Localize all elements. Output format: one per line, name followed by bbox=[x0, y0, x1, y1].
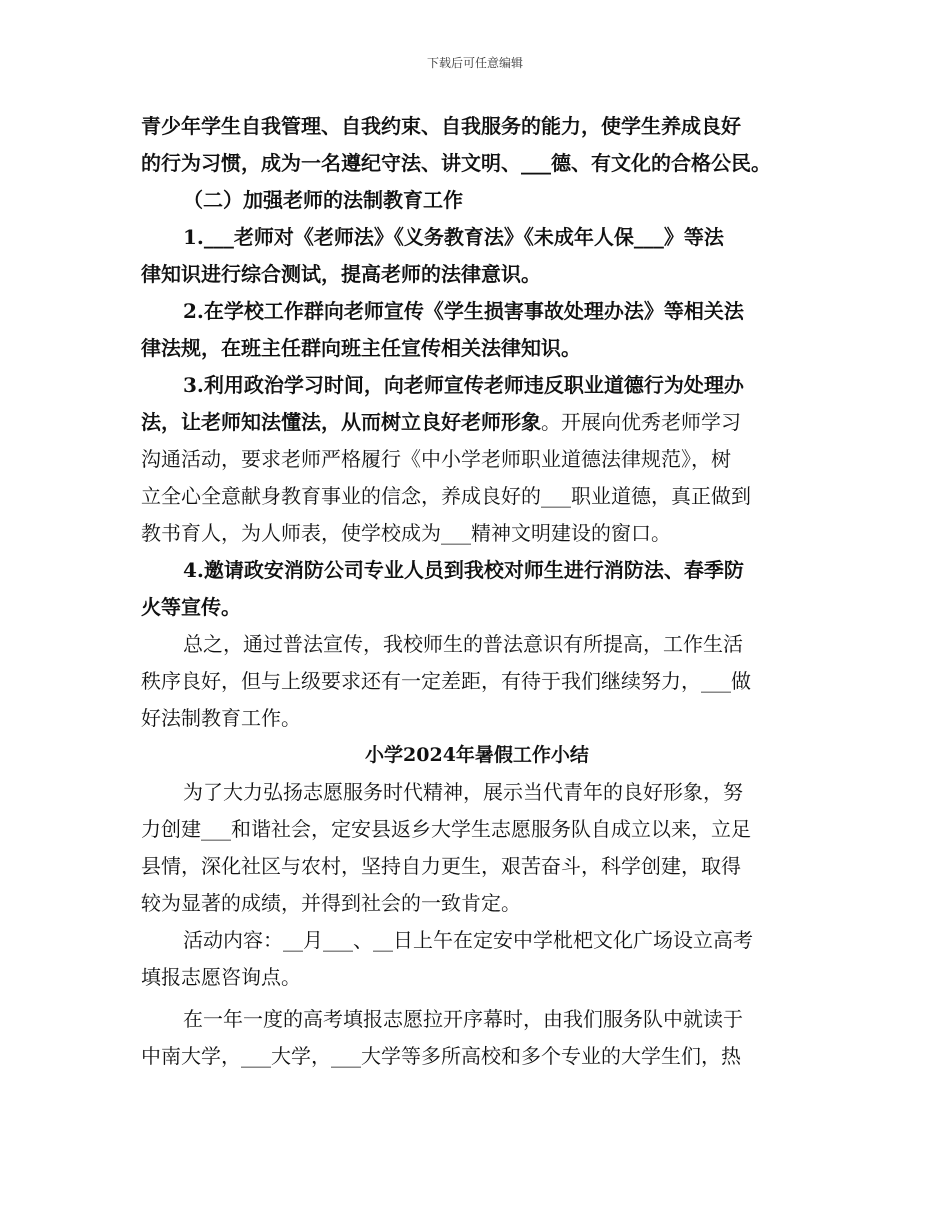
paragraph-line: 活动内容：__月___、__日上午在定安中学枇杷文化广场设立高考 bbox=[183, 928, 753, 952]
normal-segment: 。开展向优秀老师学习 bbox=[541, 410, 741, 434]
paragraph-line: 律知识进行综合测试，提高老师的法律意识。 bbox=[141, 262, 541, 286]
paragraph-line: 火等宣传。 bbox=[141, 595, 241, 619]
paragraph-line bbox=[141, 404, 813, 441]
paragraph-line: 较为显著的成绩，并得到社会的一致肯定。 bbox=[141, 891, 521, 915]
paragraph-line: 填报志愿咨询点。 bbox=[141, 965, 301, 989]
paragraph-line: 立全心全意献身教育事业的信念，养成良好的___职业道德，真正做到 bbox=[141, 484, 751, 508]
paragraph-line: 在一年一度的高考填报志愿拉开序幕时，由我们服务队中就读于 bbox=[183, 1007, 743, 1031]
paragraph-line: 1.___老师对《老师法》《义务教育法》《未成年人保___》等法 bbox=[183, 225, 724, 249]
paragraph-line: 2.在学校工作群向老师宣传《学生损害事故处理办法》等相关法 bbox=[183, 299, 744, 323]
paragraph-line: 3.利用政治学习时间，向老师宣传老师违反职业道德行为处理办 bbox=[183, 373, 744, 397]
document-body bbox=[141, 108, 813, 1075]
paragraph-line: 为了大力弘扬志愿服务时代精神，展示当代青年的良好形象，努 bbox=[183, 780, 743, 804]
paragraph-line: 县情，深化社区与农村，坚持自力更生，艰苦奋斗，科学创建，取得 bbox=[141, 854, 741, 878]
paragraph-line: 律法规，在班主任群向班主任宣传相关法律知识。 bbox=[141, 336, 581, 360]
paragraph-line: 4.邀请政安消防公司专业人员到我校对师生进行消防法、春季防 bbox=[183, 558, 744, 582]
paragraph-line: 中南大学，___大学，___大学等多所高校和多个专业的大学生们，热 bbox=[141, 1044, 741, 1068]
paragraph-line: 秩序良好，但与上级要求还有一定差距，有待于我们继续努力，___做 bbox=[141, 669, 751, 693]
paragraph-line: 青少年学生自我管理、自我约束、自我服务的能力，使学生养成良好 bbox=[141, 114, 741, 138]
bold-segment: 法，让老师知法懂法，从而树立良好老师形象 bbox=[141, 410, 541, 434]
page-header: 下载后可任意编辑 bbox=[426, 56, 523, 70]
section-heading: （二）加强老师的法制教育工作 bbox=[183, 188, 463, 212]
document-title: 小学2024年暑假工作小结 bbox=[365, 744, 589, 766]
paragraph-line: 好法制教育工作。 bbox=[141, 706, 301, 730]
paragraph-line: 教书育人，为人师表，使学校成为___精神文明建设的窗口。 bbox=[141, 521, 671, 545]
paragraph-line: 沟通活动，要求老师严格履行《中小学老师职业道德法律规范》，树 bbox=[141, 447, 731, 471]
paragraph-line: 总之，通过普法宣传，我校师生的普法意识有所提高，工作生活 bbox=[183, 632, 743, 656]
paragraph-line: 力创建___和谐社会，定安县返乡大学生志愿服务队自成立以来，立足 bbox=[141, 817, 751, 841]
paragraph-line: 的行为习惯，成为一名遵纪守法、讲文明、___德、有文化的合格公民。 bbox=[141, 151, 771, 175]
